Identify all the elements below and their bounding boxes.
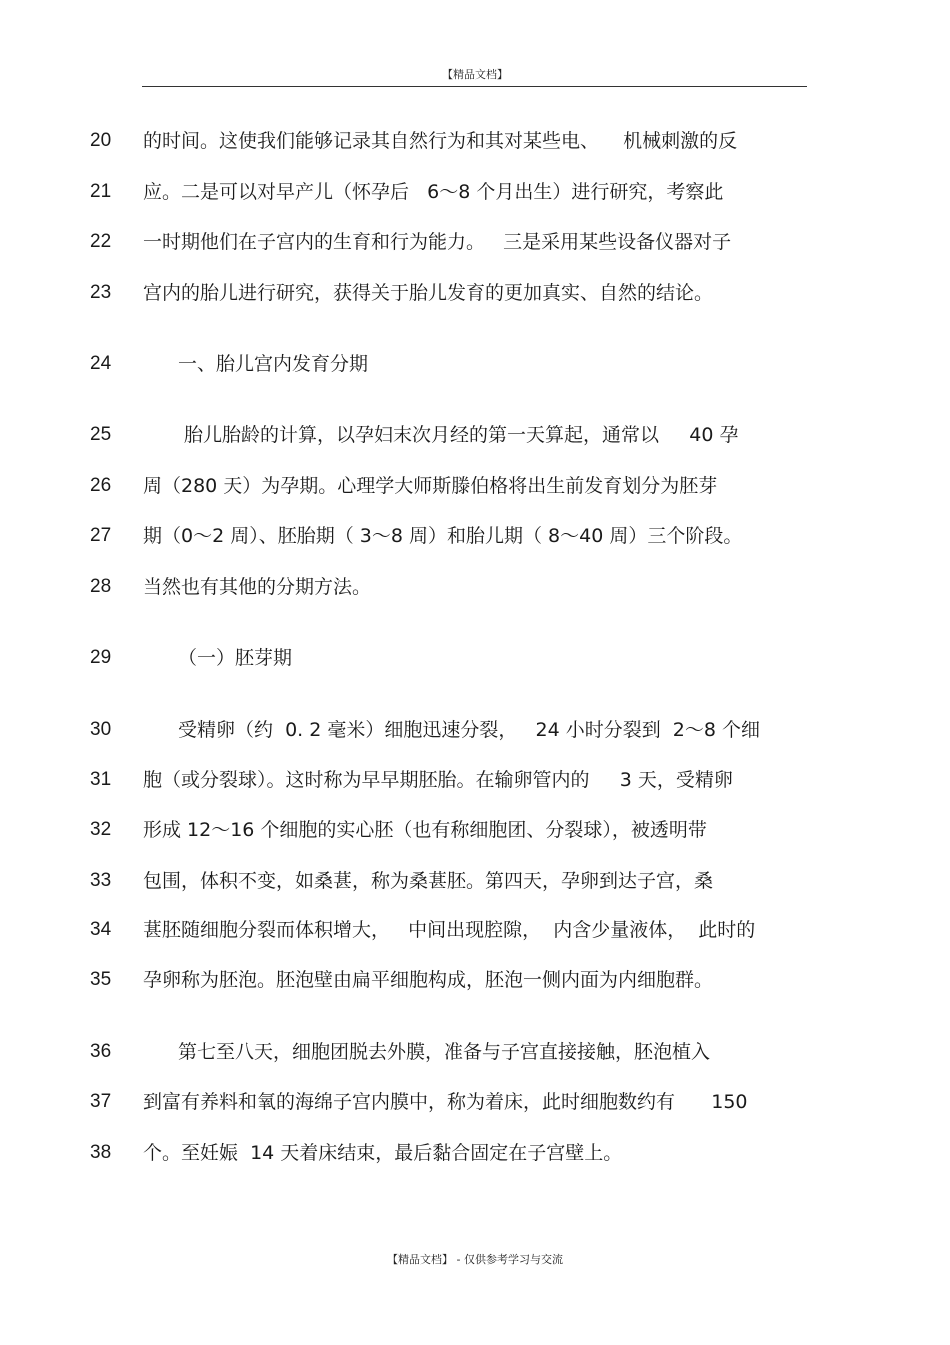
line-number: 34 (90, 919, 112, 940)
subsection-heading (0, 641, 950, 675)
text-line (0, 469, 950, 503)
text-line (0, 1035, 950, 1069)
text-line (0, 963, 950, 997)
text-line (0, 763, 950, 797)
line-number: 35 (90, 969, 112, 990)
line-text: 第七至八天，细胞团脱去外膜，准备与子宫直接接触，胚泡植入 (178, 1041, 711, 1063)
text-line (0, 570, 950, 604)
line-number: 22 (90, 231, 112, 252)
line-number: 38 (90, 1142, 112, 1163)
line-text: 胎儿胎龄的计算，以孕妇末次月经的第一天算起，通常以 40 孕 (178, 424, 739, 446)
text-line (0, 813, 950, 847)
section-heading (0, 347, 950, 381)
line-number: 28 (90, 576, 112, 597)
line-number: 27 (90, 525, 112, 546)
line-text: 期（0～2 周）、胚胎期（ 3～8 周）和胎儿期（ 8～40 周）三个阶段。 (143, 525, 743, 547)
text-line (0, 276, 950, 310)
text-line (0, 864, 950, 898)
line-number: 29 (90, 647, 112, 668)
line-number: 31 (90, 769, 112, 790)
text-line (0, 1136, 950, 1170)
line-text: 形成 12～16 个细胞的实心胚（也有称细胞团、分裂球），被透明带 (143, 819, 707, 841)
line-text: 到富有养料和氧的海绵子宫内膜中，称为着床，此时细胞数约有 150 (143, 1091, 748, 1113)
line-text: 个。至妊娠 14 天着床结束，最后黏合固定在子宫壁上。 (143, 1142, 623, 1164)
line-text: 的时间。这使我们能够记录其自然行为和其对某些电、 机械刺激的反 (143, 130, 738, 152)
header-rule (142, 86, 807, 87)
line-number: 32 (90, 819, 112, 840)
line-number: 26 (90, 475, 112, 496)
line-text: 包围，体积不变，如桑葚，称为桑葚胚。第四天，孕卵到达子宫，桑 (143, 870, 714, 892)
text-line (0, 175, 950, 209)
line-text: 胞（或分裂球）。这时称为早早期胚胎。在输卵管内的 3 天，受精卵 (143, 769, 733, 791)
line-number: 20 (90, 130, 112, 151)
line-text: 周（280 天）为孕期。心理学大师斯滕伯格将出生前发育划分为胚芽 (143, 475, 718, 497)
page-header: 【精品文档】 (442, 68, 508, 81)
line-text: 一时期他们在子宫内的生育和行为能力。 三是采用某些设备仪器对子 (143, 231, 732, 253)
text-line (0, 913, 950, 947)
text-line (0, 713, 950, 747)
line-number: 30 (90, 719, 112, 740)
line-text: 受精卵（约 0. 2 毫米）细胞迅速分裂， 24 小时分裂到 2～8 个细 (178, 719, 761, 741)
line-number: 23 (90, 282, 112, 303)
line-text: 一、胎儿宫内发育分期 (178, 353, 369, 375)
line-text: 当然也有其他的分期方法。 (143, 576, 372, 598)
line-text: （一）胚芽期 (178, 647, 293, 669)
page-footer: 【精品文档】 - 仅供参考学习与交流 (387, 1253, 563, 1266)
text-line (0, 1085, 950, 1119)
text-line (0, 225, 950, 259)
text-line (0, 124, 950, 158)
line-text: 葚胚随细胞分裂而体积增大， 中间出现腔隙， 内含少量液体， 此时的 (143, 919, 756, 941)
text-line (0, 519, 950, 553)
text-line (0, 418, 950, 452)
line-number: 36 (90, 1041, 112, 1062)
line-number: 21 (90, 181, 112, 202)
line-number: 25 (90, 424, 112, 445)
line-text: 孕卵称为胚泡。胚泡壁由扁平细胞构成，胚泡一侧内面为内细胞群。 (143, 969, 714, 991)
line-text: 宫内的胎儿进行研究，获得关于胎儿发育的更加真实、自然的结论。 (143, 282, 714, 304)
line-number: 33 (90, 870, 112, 891)
line-text: 应。二是可以对早产儿（怀孕后 6～8 个月出生）进行研究，考察此 (143, 181, 724, 203)
line-number: 37 (90, 1091, 112, 1112)
line-number: 24 (90, 353, 112, 374)
